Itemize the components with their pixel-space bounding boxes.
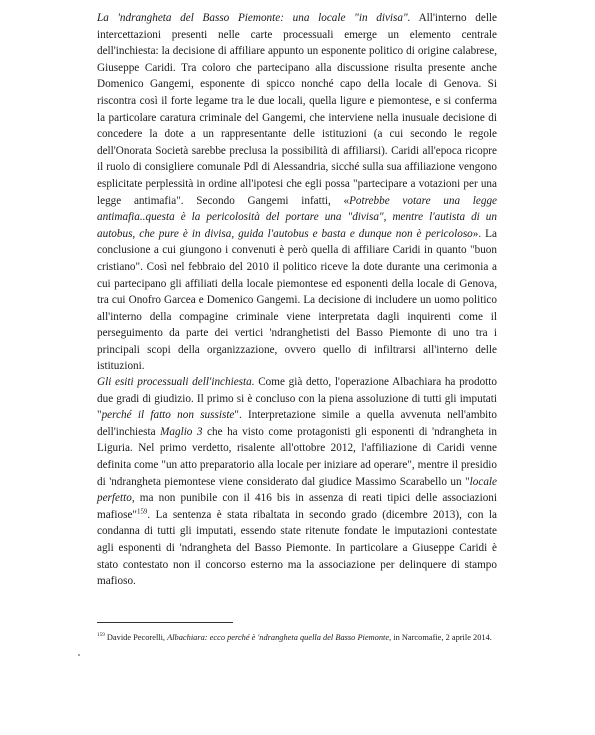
paragraph-locale-in-divisa [97,10,497,375]
footnote [97,632,507,645]
footnote-text: Davide Pecorelli, [104,633,168,642]
inquiry-name: Maglio 3 [160,425,203,438]
section-heading: La 'ndrangheta del Basso Piemonte: una locale "in divisa". [97,12,411,24]
paragraph-text: ». La conclusione a cui giungono i convenuti è però quella di affiliare Caridi in quanto "buon cristiano". Così nel febbraio del 2010 il politico riceve la dote durante una cerimonia a cui partecipano gli affiliati della locale piemontese ed esponenti della locale di Genova, tra cui Onofro Garcea e Domenico Gangemi. La decisione di includere un uomo politico all'interno della compagine criminale viene interpretata dagli inquirenti come il perseguimento da parte dei vertici 'ndranghetisti del Basso Piemonte di uno tra i principali scopi della organizzazione, ovvero quello di infiltrarsi all'interno delle istituzioni. [97,227,497,373]
footnote-text: , in Narcomafie, 2 aprile 2014. [389,633,492,642]
quotation: perché il fatto non sussiste [101,409,235,422]
quotation: Potrebbe votare una legge antimafia..questa è la pericolosità del portare una "divisa", mentre l'autista di un autobus, che pure è in divisa, guida l'autobus e basta e dunque non è pericoloso [97,194,497,240]
paragraph-esiti-processuali [97,374,497,590]
paragraph-text: . La sentenza è stata ribaltata in secondo grado (dicembre 2013), con la condanna di tutti gli imputati, essendo state ritenute fondate le imputazioni contestate agli esponenti di 'ndrangheta del Basso Piemonte. In particolare a Giuseppe Caridi è stato contestato non il concorso esterno ma la associazione per delinquere di stampo mafioso. [97,508,497,588]
paragraph-text: All'interno delle intercettazioni presenti nelle carte processuali emerge un elemento centrale dell'inchiesta: la decisione di affiliare appunto un esponente politico di origine calabrese, Giuseppe Caridi. Tra coloro che partecipano alla discussione risulta presente anche Domenico Gangemi, esponente di spicco nonché capo della locale di Genova. Si riscontra così il forte legame tra le due locali, quella ligure e piemontese, e si conferma la particolare caratura criminale del Gangemi, che interviene nella inusuale decisione di concedere la dote a un rappresentante delle istituzioni (a cui secondo le regole dell'Onorata Società sarebbe preclusa la possibilità di affiliarsi). Caridi all'epoca ricopre il ruolo di consigliere comunale Pdl di Alessandria, sicché sulla sua affiliazione vengono esplicitate perplessità in ordine all'ipotesi che egli possa "partecipare a votazioni per una legge antimafia". Secondo Gangemi infatti, « [97,12,498,207]
paragraph-text: Come già detto, l'operazione Albachiara ha prodotto due gradi di giudizio. Il primo si è concluso con la piena assoluzione di tutti gli imputati " [97,376,497,422]
footnote-reference[interactable]: 159 [136,507,148,516]
paragraph-text: che ha visto come protagonisti gli esponenti di 'ndrangheta in Liguria. Nel primo verdetto, risalente all'ottobre 2012, l'affiliazione di Caridi venne definita come "un atto preparatorio alla locale per iniziare ad operare", mentre il presidio di 'ndrangheta piemontese viene considerato dal giudice Massimo Scarabello un " [97,425,497,488]
scan-mark [78,654,80,656]
section-heading: Gli esiti processuali dell'inchiesta. [97,376,255,388]
footnote-article-title: Albachiara: ecco perché è 'ndrangheta quella del Basso Piemonte [167,633,390,642]
paragraph-text: ". Interpretazione simile a quella avvenuta nell'ambito dell'inchiesta [97,409,497,438]
paragraph-text: , ma non punibile con il 416 bis in assenza di reati tipici delle associazioni mafiose" [97,492,497,521]
quotation: locale perfetto [97,475,497,505]
footnote-separator [97,622,233,623]
footnote-number: 159 [97,632,105,639]
